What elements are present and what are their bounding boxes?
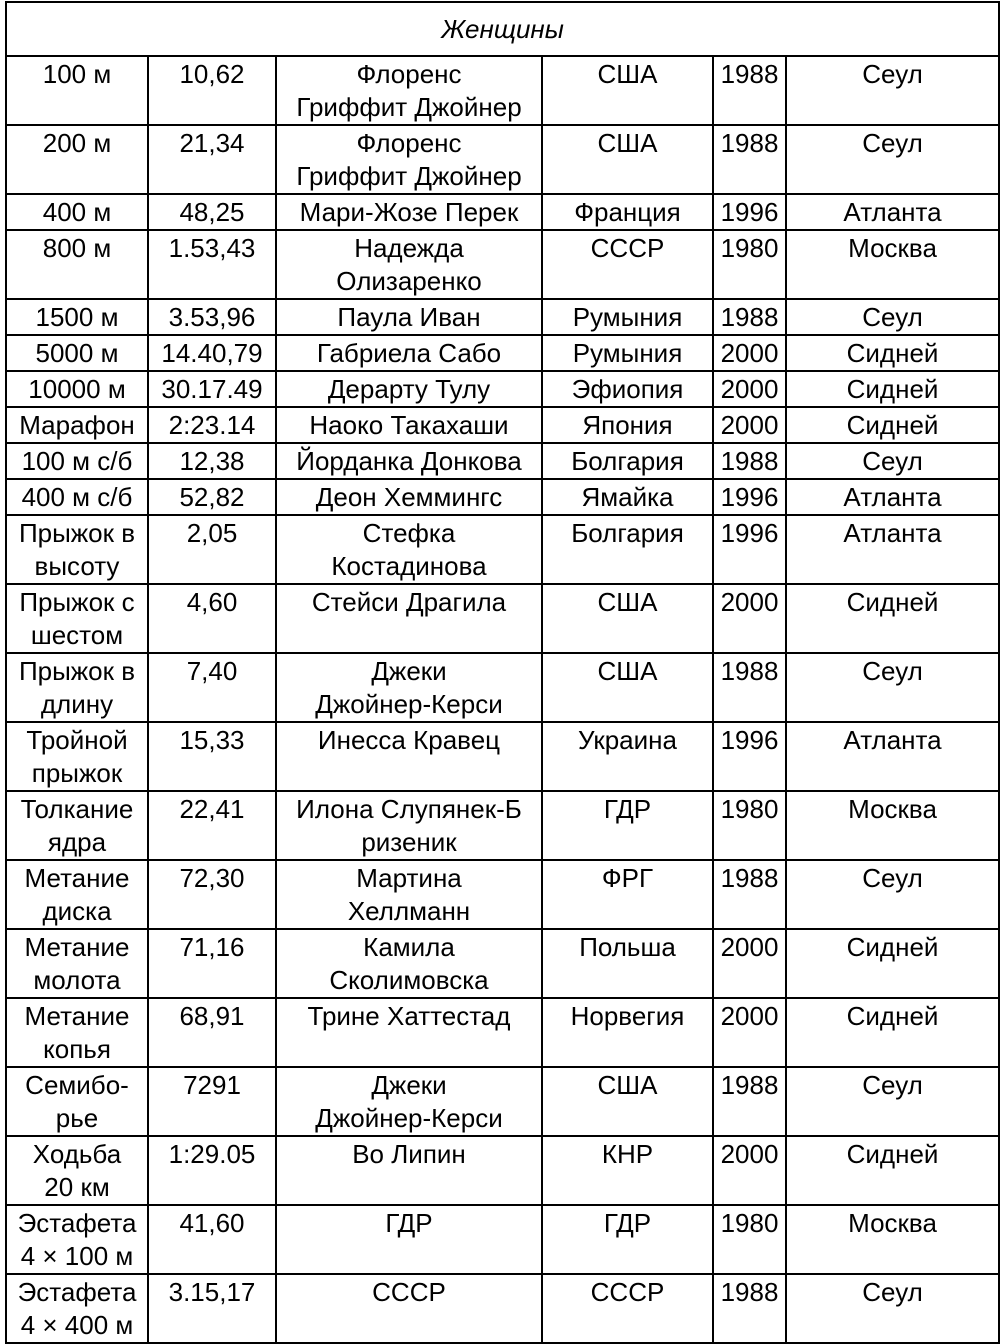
table-header: Женщины: [6, 2, 999, 56]
cell-athlete: Илона Слупянек-Б ризеник: [276, 791, 542, 860]
cell-country: СССР: [542, 1274, 713, 1343]
cell-athlete: Надежда Олизаренко: [276, 230, 542, 299]
cell-country: Эфиопия: [542, 371, 713, 407]
cell-year: 1988: [713, 653, 786, 722]
cell-city: Атланта: [786, 479, 999, 515]
cell-country: США: [542, 1067, 713, 1136]
cell-city: Сеул: [786, 125, 999, 194]
cell-year: 1988: [713, 125, 786, 194]
table-row: [6, 56, 999, 125]
cell-athlete: Стефка Костадинова: [276, 515, 542, 584]
cell-result: 7,40: [148, 653, 276, 722]
table-row: [6, 230, 999, 299]
cell-athlete: Йорданка Донкова: [276, 443, 542, 479]
cell-city: Сидней: [786, 371, 999, 407]
table-row: [6, 443, 999, 479]
cell-event: Метание молота: [6, 929, 148, 998]
records-table: [5, 1, 1000, 1344]
cell-year: 1996: [713, 479, 786, 515]
table-row: [6, 371, 999, 407]
cell-result: 14.40,79: [148, 335, 276, 371]
cell-city: Сидней: [786, 584, 999, 653]
cell-result: 48,25: [148, 194, 276, 230]
cell-country: ФРГ: [542, 860, 713, 929]
cell-city: Сеул: [786, 56, 999, 125]
cell-year: 2000: [713, 371, 786, 407]
cell-country: Япония: [542, 407, 713, 443]
cell-event: Метание диска: [6, 860, 148, 929]
cell-country: Украина: [542, 722, 713, 791]
cell-year: 1988: [713, 56, 786, 125]
cell-result: 3.53,96: [148, 299, 276, 335]
cell-result: 2:23.14: [148, 407, 276, 443]
cell-result: 72,30: [148, 860, 276, 929]
cell-athlete: Паула Иван: [276, 299, 542, 335]
cell-year: 1996: [713, 515, 786, 584]
cell-event: Прыжок с шестом: [6, 584, 148, 653]
cell-event: 10000 м: [6, 371, 148, 407]
table-row: [6, 584, 999, 653]
cell-event: Метание копья: [6, 998, 148, 1067]
table-row: [6, 299, 999, 335]
cell-country: ГДР: [542, 791, 713, 860]
cell-city: Сеул: [786, 443, 999, 479]
cell-city: Москва: [786, 791, 999, 860]
table-header-row: [6, 2, 999, 56]
cell-event: Марафон: [6, 407, 148, 443]
cell-result: 1:29.05: [148, 1136, 276, 1205]
cell-city: Сеул: [786, 653, 999, 722]
cell-event: 200 м: [6, 125, 148, 194]
table-row: [6, 515, 999, 584]
cell-event: Семибо- рье: [6, 1067, 148, 1136]
cell-result: 1.53,43: [148, 230, 276, 299]
cell-event: 1500 м: [6, 299, 148, 335]
cell-result: 10,62: [148, 56, 276, 125]
cell-result: 41,60: [148, 1205, 276, 1274]
cell-year: 2000: [713, 929, 786, 998]
cell-athlete: Мартина Хеллманн: [276, 860, 542, 929]
cell-year: 1980: [713, 791, 786, 860]
table-row: [6, 335, 999, 371]
table-row: [6, 407, 999, 443]
cell-result: 15,33: [148, 722, 276, 791]
cell-country: Норвегия: [542, 998, 713, 1067]
cell-country: ГДР: [542, 1205, 713, 1274]
cell-country: Ямайка: [542, 479, 713, 515]
cell-event: 400 м: [6, 194, 148, 230]
cell-athlete: Камила Сколимовска: [276, 929, 542, 998]
cell-city: Атланта: [786, 722, 999, 791]
cell-result: 7291: [148, 1067, 276, 1136]
cell-athlete: Дерарту Тулу: [276, 371, 542, 407]
cell-city: Сидней: [786, 407, 999, 443]
cell-athlete: Стейси Драгила: [276, 584, 542, 653]
table-row: [6, 194, 999, 230]
cell-event: Прыжок в длину: [6, 653, 148, 722]
table-row: [6, 1067, 999, 1136]
cell-year: 1980: [713, 230, 786, 299]
cell-city: Москва: [786, 1205, 999, 1274]
cell-event: Тройной прыжок: [6, 722, 148, 791]
cell-year: 2000: [713, 998, 786, 1067]
cell-athlete: Деон Хеммингс: [276, 479, 542, 515]
cell-city: Сидней: [786, 998, 999, 1067]
cell-city: Сеул: [786, 299, 999, 335]
cell-year: 1996: [713, 722, 786, 791]
cell-country: Болгария: [542, 515, 713, 584]
cell-event: Толкание ядра: [6, 791, 148, 860]
cell-year: 1988: [713, 443, 786, 479]
table-row: [6, 1205, 999, 1274]
cell-country: Франция: [542, 194, 713, 230]
cell-year: 2000: [713, 335, 786, 371]
cell-result: 68,91: [148, 998, 276, 1067]
cell-city: Сидней: [786, 1136, 999, 1205]
cell-year: 2000: [713, 1136, 786, 1205]
cell-result: 4,60: [148, 584, 276, 653]
cell-city: Атланта: [786, 515, 999, 584]
table-row: [6, 1136, 999, 1205]
cell-year: 2000: [713, 584, 786, 653]
cell-athlete: Джеки Джойнер-Керси: [276, 1067, 542, 1136]
cell-country: США: [542, 653, 713, 722]
table-row: [6, 791, 999, 860]
cell-athlete: Габриела Сабо: [276, 335, 542, 371]
cell-athlete: ГДР: [276, 1205, 542, 1274]
cell-event: 100 м: [6, 56, 148, 125]
cell-athlete: Мари-Жозе Перек: [276, 194, 542, 230]
cell-athlete: Во Липин: [276, 1136, 542, 1205]
cell-result: 21,34: [148, 125, 276, 194]
cell-result: 12,38: [148, 443, 276, 479]
cell-event: 100 м с/б: [6, 443, 148, 479]
cell-event: 800 м: [6, 230, 148, 299]
cell-athlete: Джеки Джойнер-Керси: [276, 653, 542, 722]
cell-city: Сидней: [786, 335, 999, 371]
cell-city: Сеул: [786, 860, 999, 929]
cell-event: 400 м с/б: [6, 479, 148, 515]
cell-athlete: Флоренс Гриффит Джойнер: [276, 56, 542, 125]
cell-athlete: Трине Хаттестад: [276, 998, 542, 1067]
cell-event: 5000 м: [6, 335, 148, 371]
cell-event: Прыжок в высоту: [6, 515, 148, 584]
cell-year: 1980: [713, 1205, 786, 1274]
cell-result: 71,16: [148, 929, 276, 998]
cell-athlete: Флоренс Гриффит Джойнер: [276, 125, 542, 194]
cell-athlete: Наоко Такахаши: [276, 407, 542, 443]
cell-event: Эстафета 4 × 400 м: [6, 1274, 148, 1343]
cell-city: Сеул: [786, 1067, 999, 1136]
table-body: [6, 2, 999, 1343]
cell-country: СССР: [542, 230, 713, 299]
table-row: [6, 929, 999, 998]
table-row: [6, 1274, 999, 1343]
cell-country: Болгария: [542, 443, 713, 479]
cell-city: Сидней: [786, 929, 999, 998]
cell-city: Сеул: [786, 1274, 999, 1343]
cell-athlete: СССР: [276, 1274, 542, 1343]
table-row: [6, 653, 999, 722]
cell-result: 22,41: [148, 791, 276, 860]
cell-year: 1988: [713, 1274, 786, 1343]
cell-country: Румыния: [542, 335, 713, 371]
cell-city: Москва: [786, 230, 999, 299]
cell-country: КНР: [542, 1136, 713, 1205]
cell-year: 2000: [713, 407, 786, 443]
cell-result: 30.17.49: [148, 371, 276, 407]
cell-event: Ходьба 20 км: [6, 1136, 148, 1205]
cell-result: 2,05: [148, 515, 276, 584]
cell-country: Польша: [542, 929, 713, 998]
table-row: [6, 125, 999, 194]
cell-year: 1988: [713, 299, 786, 335]
cell-athlete: Инесса Кравец: [276, 722, 542, 791]
cell-city: Атланта: [786, 194, 999, 230]
cell-country: Румыния: [542, 299, 713, 335]
table-row: [6, 860, 999, 929]
cell-year: 1996: [713, 194, 786, 230]
cell-country: США: [542, 584, 713, 653]
table-row: [6, 722, 999, 791]
cell-result: 3.15,17: [148, 1274, 276, 1343]
table-row: [6, 998, 999, 1067]
cell-country: США: [542, 56, 713, 125]
cell-year: 1988: [713, 1067, 786, 1136]
cell-country: США: [542, 125, 713, 194]
cell-result: 52,82: [148, 479, 276, 515]
cell-year: 1988: [713, 860, 786, 929]
cell-event: Эстафета 4 × 100 м: [6, 1205, 148, 1274]
table-row: [6, 479, 999, 515]
